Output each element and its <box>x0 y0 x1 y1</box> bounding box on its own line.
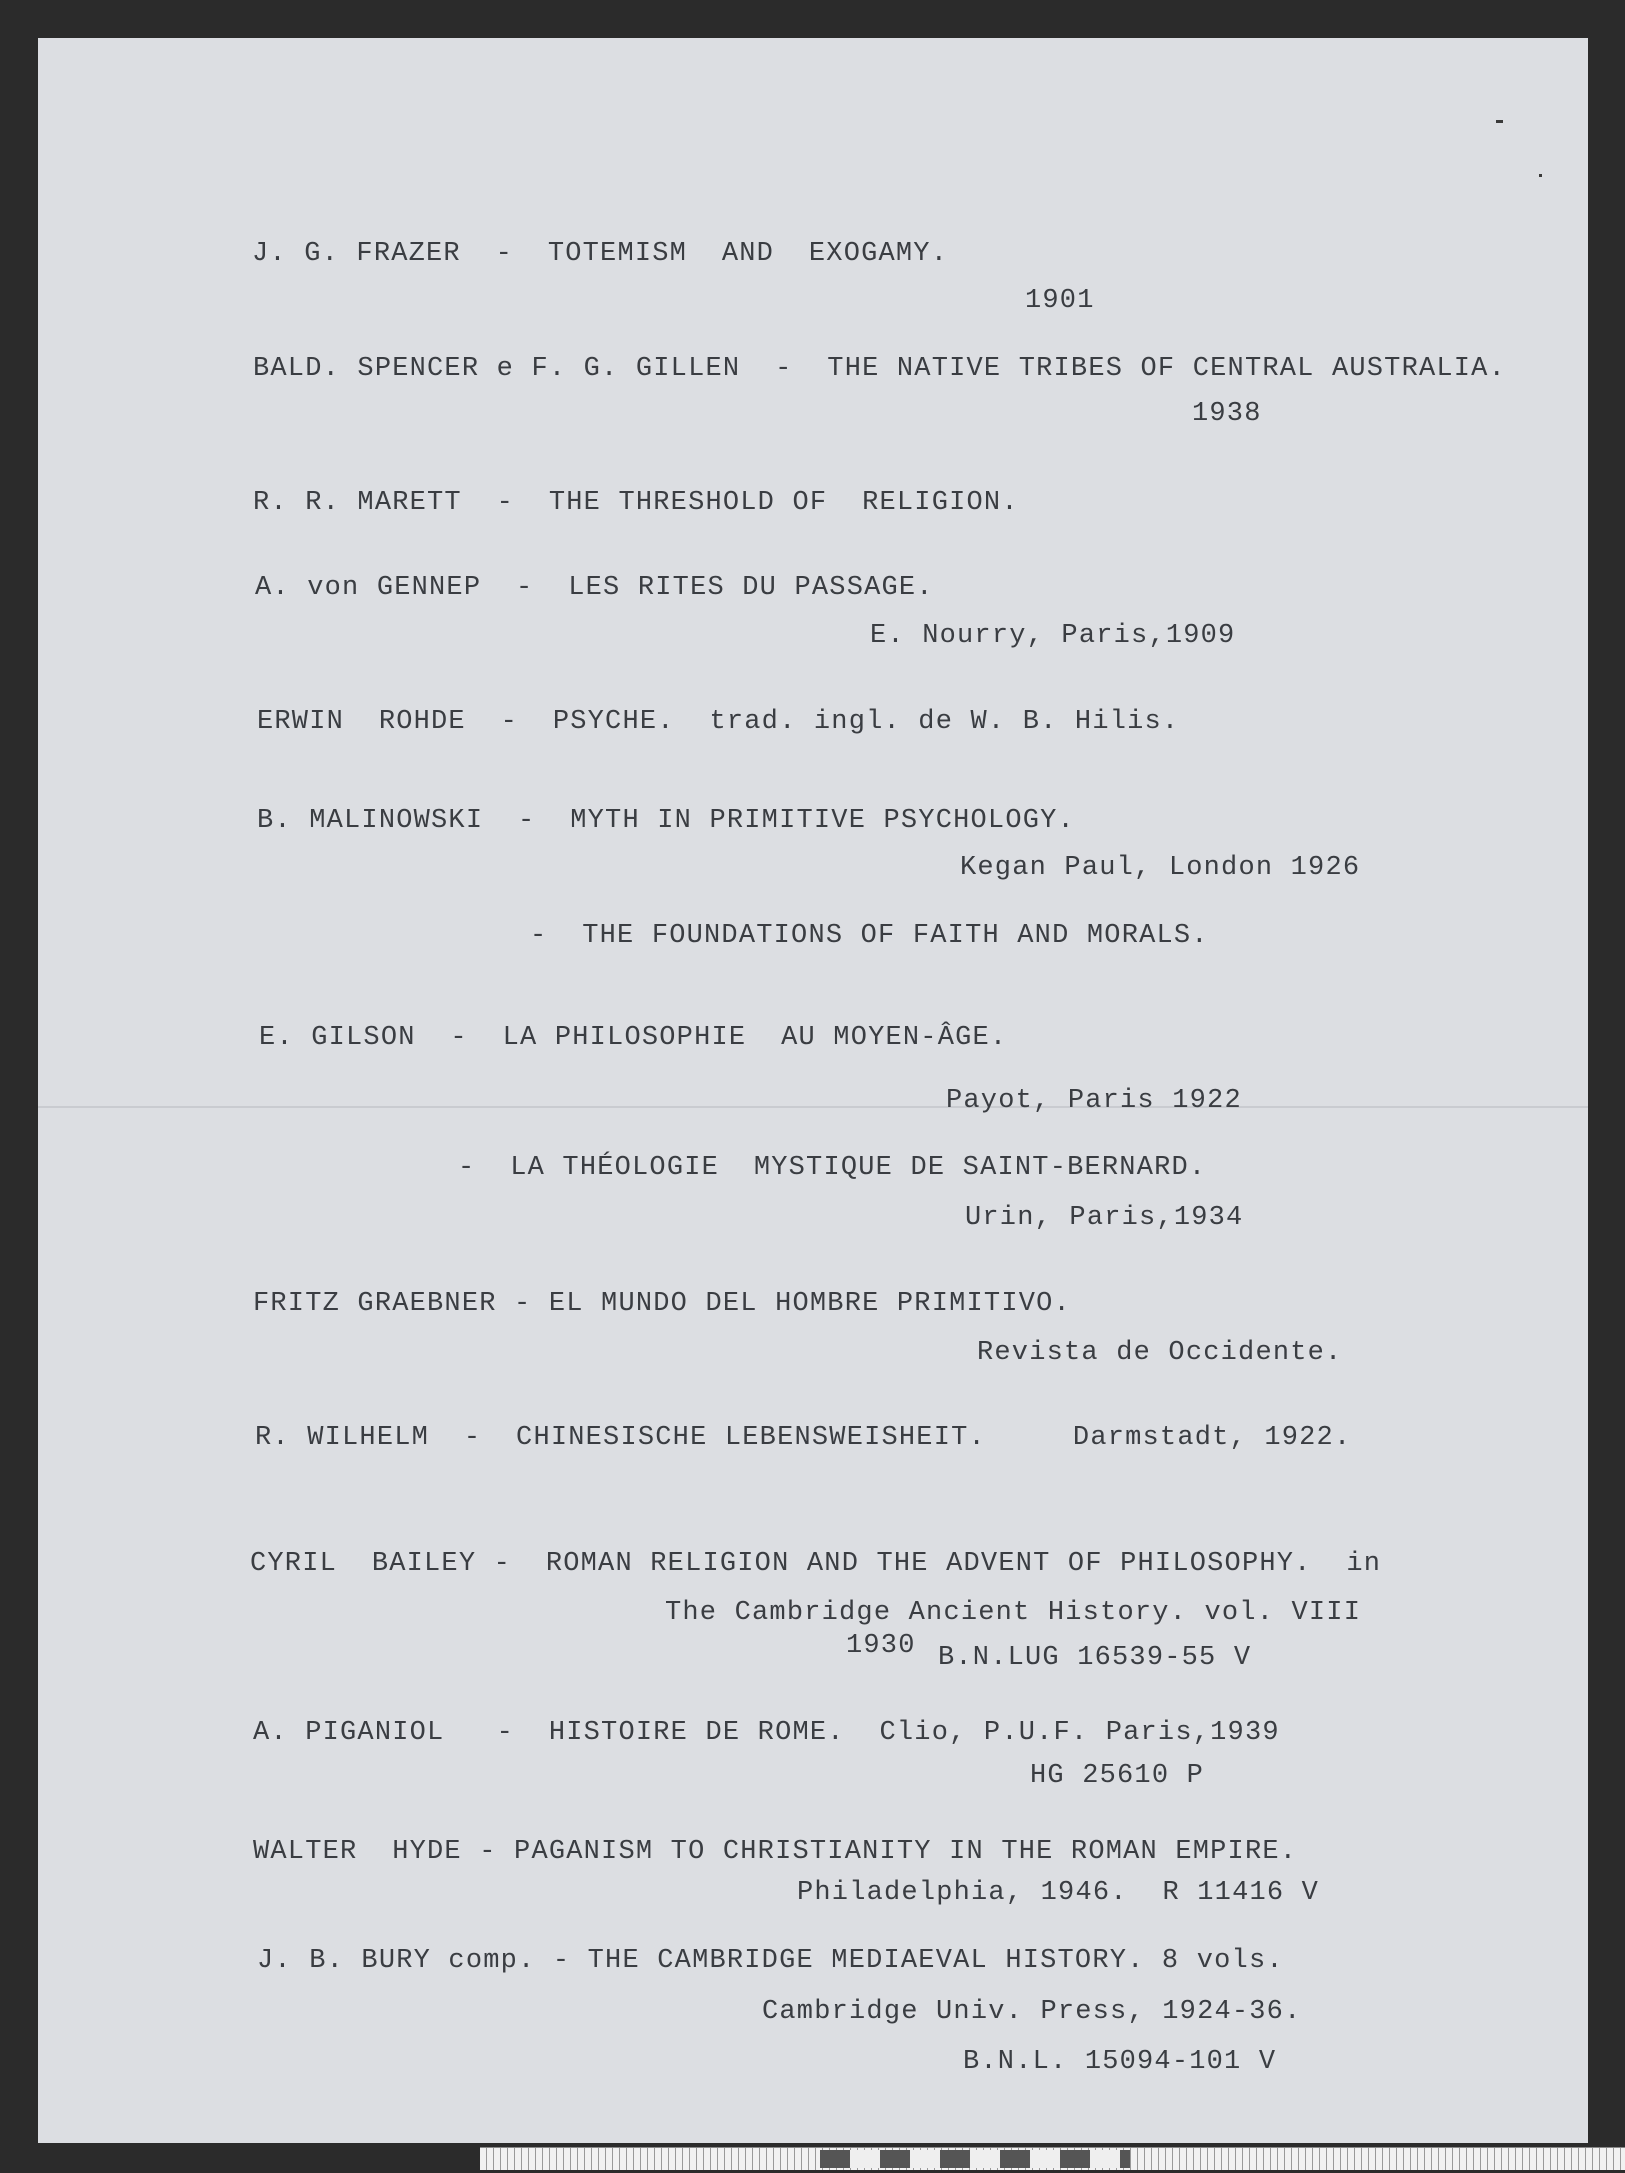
entry-hyde: WALTER HYDE - PAGANISM TO CHRISTIANITY IN THE ROMAN EMPIRE. <box>253 1837 1298 1867</box>
entry-bury-shelfmark: B.N.L. 15094-101 V <box>963 2047 1277 2077</box>
entry-rohde: ERWIN ROHDE - PSYCHE. trad. ingl. de W. B. Hilis. <box>257 707 1180 737</box>
entry-gilson-second: - LA THÉOLOGIE MYSTIQUE DE SAINT-BERNARD. <box>458 1153 1207 1183</box>
entry-graebner-publisher: Revista de Occidente. <box>977 1338 1343 1368</box>
entry-gilson: E. GILSON - LA PHILOSOPHIE AU MOYEN-ÂGE. <box>259 1023 1008 1053</box>
page-fold-crease <box>38 1106 1588 1108</box>
color-scale-bar <box>820 2150 1130 2168</box>
entry-bailey: CYRIL BAILEY - ROMAN RELIGION AND THE ADVENT OF PHILOSOPHY. in <box>250 1549 1382 1579</box>
entry-malinowski-publisher: Kegan Paul, London 1926 <box>960 853 1361 883</box>
entry-graebner: FRITZ GRAEBNER - EL MUNDO DEL HOMBRE PRIMITIVO. <box>253 1289 1071 1319</box>
entry-piganiol-shelfmark: HG 25610 P <box>1030 1761 1205 1791</box>
entry-frazer: J. G. FRAZER - TOTEMISM AND EXOGAMY. <box>252 239 949 269</box>
entry-gilson-publisher: Payot, Paris 1922 <box>946 1086 1242 1116</box>
entry-wilhelm: R. WILHELM - CHINESISCHE LEBENSWEISHEIT. Darmstadt, 1922. <box>255 1423 1352 1453</box>
entry-marett: R. R. MARETT - THE THRESHOLD OF RELIGION. <box>253 488 1019 518</box>
entry-bury: J. B. BURY comp. - THE CAMBRIDGE MEDIAEVAL HISTORY. 8 vols. <box>257 1946 1284 1976</box>
ink-speck <box>1539 174 1542 177</box>
entry-bury-publisher: Cambridge Univ. Press, 1924-36. <box>762 1997 1302 2027</box>
entry-gennep: A. von GENNEP - LES RITES DU PASSAGE. <box>255 573 934 603</box>
entry-spencer-gillen: BALD. SPENCER e F. G. GILLEN - THE NATIVE TRIBES OF CENTRAL AUSTRALIA. <box>253 354 1506 384</box>
entry-bailey-year: 1930 <box>846 1631 916 1661</box>
entry-gilson-second-publisher: Urin, Paris,1934 <box>965 1203 1244 1233</box>
entry-bailey-shelfmark: B.N.LUG 16539-55 V <box>938 1643 1252 1673</box>
entry-malinowski-second: - THE FOUNDATIONS OF FAITH AND MORALS. <box>530 921 1209 951</box>
entry-bailey-source: The Cambridge Ancient History. vol. VIII <box>665 1598 1362 1628</box>
entry-spencer-gillen-year: 1938 <box>1192 399 1262 429</box>
entry-malinowski: B. MALINOWSKI - MYTH IN PRIMITIVE PSYCHOLOGY. <box>257 806 1075 836</box>
entry-piganiol: A. PIGANIOL - HISTOIRE DE ROME. Clio, P.U.F. Paris,1939 <box>253 1718 1280 1748</box>
entry-hyde-publisher: Philadelphia, 1946. R 11416 V <box>797 1878 1320 1908</box>
ink-speck <box>1496 120 1503 123</box>
entry-gennep-publisher: E. Nourry, Paris,1909 <box>870 621 1236 651</box>
entry-frazer-year: 1901 <box>1025 286 1095 316</box>
